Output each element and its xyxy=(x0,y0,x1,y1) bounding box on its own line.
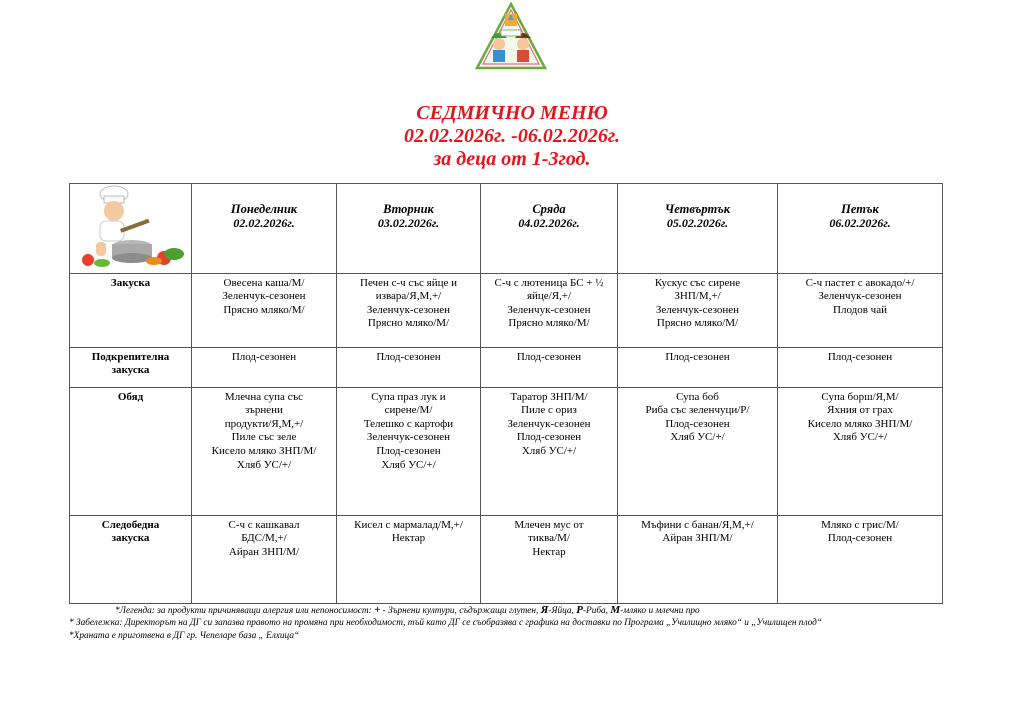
dish: Супа борш/Я,М/ xyxy=(821,390,899,403)
dish: БДС/М,+/ xyxy=(241,532,287,545)
legend-fish-symbol: Р xyxy=(576,604,583,616)
day-name: Понеделник xyxy=(230,202,298,216)
menu-cell xyxy=(778,273,943,347)
dish: продукти/Я,М,+/ xyxy=(224,417,304,430)
menu-cell xyxy=(481,387,618,515)
kitchen-note: *Храната е приготвена в ДГ гр. Чепеларе база „ Елхица“ xyxy=(69,630,300,641)
dish: Таратор ЗНП/М/ xyxy=(510,390,588,403)
menu-title xyxy=(0,102,1024,171)
menu-cell xyxy=(192,515,337,603)
dish: С-ч пастет с авокадо/+/ xyxy=(805,276,915,289)
dish: яйце/Я,+/ xyxy=(526,290,572,303)
legend-plus-symbol: + xyxy=(374,604,381,616)
menu-cell xyxy=(337,387,481,515)
dish: Плод-сезонен xyxy=(827,350,893,363)
dish: Нектар xyxy=(391,532,426,545)
legend-egg-symbol: Я xyxy=(540,604,549,616)
day-date: 06.02.2026г. xyxy=(829,216,891,230)
chef-illustration-cell xyxy=(70,184,192,274)
row-breakfast xyxy=(70,273,943,347)
menu-cell xyxy=(618,347,778,387)
row-label xyxy=(70,347,192,387)
day-name: Петък xyxy=(841,202,879,216)
dish: Зеленчук-сезонен xyxy=(655,303,740,316)
dish: Зеленчук-сезонен xyxy=(507,417,591,430)
legend-egg-text: -Яйца, xyxy=(548,606,574,616)
dish: С-ч с лютеница БС + ½ xyxy=(494,276,604,289)
menu-cell xyxy=(192,347,337,387)
day-date: 03.02.2026г. xyxy=(377,216,440,230)
row-label-text: закуска xyxy=(111,364,150,377)
dish: Зеленчук-сезонен xyxy=(818,290,902,303)
day-name: Сряда xyxy=(532,202,566,216)
row-afternoon-snack xyxy=(70,515,943,603)
menu-cell xyxy=(618,273,778,347)
menu-cell xyxy=(481,273,618,347)
dish: Хляб УС/+/ xyxy=(236,458,292,471)
day-date: 04.02.2026г. xyxy=(518,216,580,230)
allergen-legend: *Легенда: за продукти причиняващи алергия или непоносимост: + - Зърнени култури, съдържащи глутен, Я-Яйца, Р-Риба, М-мляко и млечни про xyxy=(115,604,700,616)
dish: Плод-сезонен xyxy=(376,350,441,363)
menu-cell xyxy=(192,273,337,347)
dish: Хляб УС/+/ xyxy=(832,431,888,444)
dish: Яхния от грах xyxy=(827,404,893,417)
dish: Млечен мус от xyxy=(514,518,584,531)
menu-cell xyxy=(618,387,778,515)
day-header-friday xyxy=(778,184,943,274)
row-snack xyxy=(70,347,943,387)
menu-cell xyxy=(481,347,618,387)
dish: Плод-сезонен xyxy=(516,350,582,363)
menu-cell xyxy=(481,515,618,603)
footnotes xyxy=(69,604,969,642)
menu-cell xyxy=(618,515,778,603)
row-label xyxy=(70,387,192,515)
dish: Зеленчук-сезонен xyxy=(507,303,591,316)
dish: Прясно мляко/М/ xyxy=(656,317,739,330)
dish: Овесена каша/М/ xyxy=(223,276,305,289)
dish: зърнени xyxy=(245,404,283,417)
chef-child-illustration xyxy=(74,184,188,268)
dish: Айран ЗНП/М/ xyxy=(662,532,733,545)
dish: Печен с-ч със яйце и xyxy=(360,276,457,289)
menu-cell xyxy=(778,515,943,603)
row-lunch xyxy=(70,387,943,515)
dish: Айран ЗНП/М/ xyxy=(228,545,300,558)
dish: Зеленчук-сезонен xyxy=(366,303,451,316)
dish: Плод-сезонен xyxy=(516,431,582,444)
day-header-thursday xyxy=(618,184,778,274)
dish: Мъфини с банан/Я,М,+/ xyxy=(641,518,754,531)
dish: Плод-сезонен xyxy=(665,350,730,363)
row-label xyxy=(70,273,192,347)
dish: Пиле със зеле xyxy=(231,431,297,444)
day-date: 05.02.2026г. xyxy=(666,216,729,230)
director-note: * Забележка: Директорът на ДГ си запазва правото на промяна при необходимост, тъй като ДГ се съобразява с графика на доставки по Програма „Училищно мляко“ и „Училищен плод“ xyxy=(69,618,823,629)
dish: Супа боб xyxy=(676,390,719,403)
day-header-wednesday xyxy=(481,184,618,274)
dish: Мляко с грис/М/ xyxy=(821,518,899,531)
dish: Прясно мляко/М/ xyxy=(508,317,590,330)
dish: ЗНП/М,+/ xyxy=(674,290,721,303)
dish: Телешко с картофи xyxy=(363,417,454,430)
legend-prefix: Легенда: за продукти причиняващи алергия или непоносимост: xyxy=(119,606,372,616)
row-label-text: Следобедна xyxy=(101,518,160,531)
row-label-text: закуска xyxy=(111,532,150,545)
dish: Кускус със сирене xyxy=(654,276,741,289)
menu-cell xyxy=(778,387,943,515)
dish: Кисело мляко ЗНП/М/ xyxy=(211,444,317,457)
title-age-group: за деца от 1-3год. xyxy=(433,148,591,170)
dish: тиква/М/ xyxy=(528,532,570,545)
dish: Кисело мляко ЗНП/М/ xyxy=(807,417,913,430)
dish: Прясно мляко/М/ xyxy=(367,317,450,330)
legend-milk-text: -мляко и млечни про xyxy=(620,606,700,616)
menu-cell xyxy=(337,515,481,603)
row-label xyxy=(70,515,192,603)
menu-cell xyxy=(337,273,481,347)
row-label-text: Обяд xyxy=(117,390,144,403)
dish: Плодов чай xyxy=(833,303,887,316)
dish: Прясно мляко/М/ xyxy=(223,303,305,316)
dish: Плод-сезонен xyxy=(827,532,893,545)
header-row xyxy=(70,184,943,274)
row-label-text: Закуска xyxy=(110,276,151,289)
dish: С-ч с кашкавал xyxy=(228,518,300,531)
dish: извара/Я,М,+/ xyxy=(375,290,442,303)
kitchen-note-text: Храната е приготвена в ДГ гр. Чепеларе база „ Елхица“ xyxy=(73,630,300,641)
dish: Супа праз лук и xyxy=(371,390,446,403)
dish: Зеленчук-сезонен xyxy=(366,431,451,444)
dish: Пиле с ориз xyxy=(521,404,577,417)
day-name: Четвъртък xyxy=(664,202,731,216)
dish: Плод-сезонен xyxy=(231,350,297,363)
dish: Кисел с мармалад/М,+/ xyxy=(354,518,463,531)
legend-fish-text: -Риба, xyxy=(582,606,609,616)
dish: Зеленчук-сезонен xyxy=(222,290,306,303)
title-date-range: 02.02.2026г. -06.02.2026г. xyxy=(404,125,620,147)
dish: Хляб УС/+/ xyxy=(521,444,577,457)
day-header-tuesday xyxy=(337,184,481,274)
dish: Риба със зеленчуци/Р/ xyxy=(645,404,750,417)
dish: Плод-сезонен xyxy=(376,444,441,457)
weekly-menu-table xyxy=(69,183,943,604)
dish: Хляб УС/+/ xyxy=(381,458,436,471)
kindergarten-logo xyxy=(471,2,551,70)
day-name: Вторник xyxy=(383,202,434,216)
legend-milk-symbol: М xyxy=(610,604,621,616)
director-note-text: Забележка: Директорът на ДГ си запазва правото на промяна при необходимост, тъй като ДГ се съобразява с графика на доставки по Програма „Училищно мляко“ и „Училищен плод“ xyxy=(75,618,823,629)
menu-cell xyxy=(192,387,337,515)
legend-plus-text: - Зърнени култури, съдържащи глутен, xyxy=(382,606,539,616)
day-date: 02.02.2026г. xyxy=(233,216,295,230)
menu-cell xyxy=(337,347,481,387)
dish: Плод-сезонен xyxy=(665,417,730,430)
row-label-text: Подкрепителна xyxy=(91,350,170,363)
dish: Млечна супа със xyxy=(224,390,304,403)
menu-cell xyxy=(778,347,943,387)
title-heading: СЕДМИЧНО МЕНЮ xyxy=(416,102,608,124)
dish: Нектар xyxy=(532,545,566,558)
dish: Хляб УС/+/ xyxy=(670,431,725,444)
dish: сирене/М/ xyxy=(384,404,433,417)
day-header-monday xyxy=(192,184,337,274)
